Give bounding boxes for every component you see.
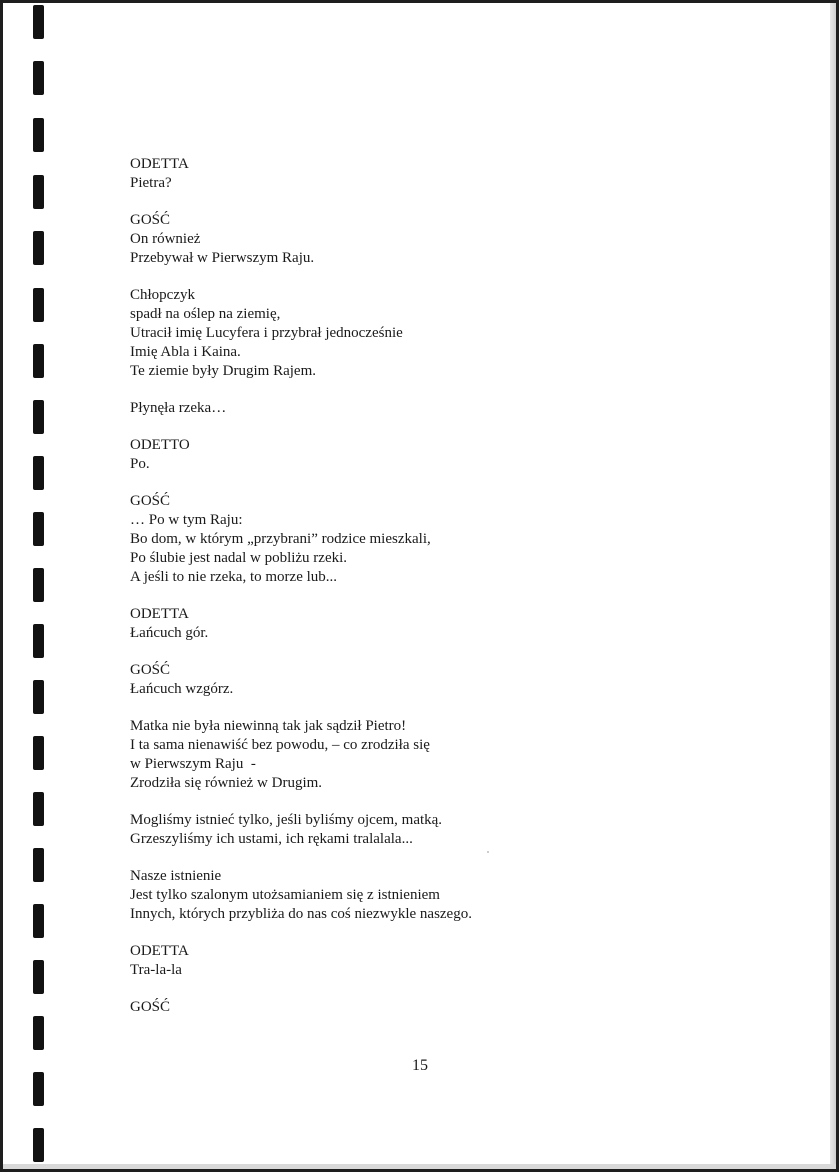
text-line: Utracił imię Lucyfera i przybrał jednocześnie <box>130 325 403 341</box>
stanza-gap <box>130 793 750 811</box>
text-line: ODETTO <box>130 437 190 453</box>
page-bottom-edge <box>3 1164 836 1169</box>
text-line: Pietra? <box>130 175 172 191</box>
binding-hole <box>33 512 44 546</box>
script-text <box>130 155 750 1017</box>
stanza-gap <box>130 474 750 492</box>
text-line: Nasze istnienie <box>130 868 222 884</box>
binding-hole <box>33 1128 44 1162</box>
stanza-gap <box>130 849 750 867</box>
text-line: On również <box>130 231 201 247</box>
text-line: ODETTA <box>130 943 189 959</box>
binding-holes <box>33 3 47 1169</box>
binding-hole <box>33 400 44 434</box>
text-line: GOŚĆ <box>130 493 171 509</box>
text-line: Innych, których przybliża do nas coś niezwykle naszego. <box>130 906 472 922</box>
text-line: Jest tylko szalonym utożsamianiem się z istnieniem <box>130 887 440 903</box>
text-line: GOŚĆ <box>130 662 171 678</box>
text-line: Imię Abla i Kaina. <box>130 344 241 360</box>
text-line: Po ślubie jest nadal w pobliżu rzeki. <box>130 550 348 566</box>
binding-hole <box>33 624 44 658</box>
text-line: spadł na oślep na ziemię, <box>130 306 281 322</box>
stanza-gap <box>130 587 750 605</box>
binding-hole <box>33 288 44 322</box>
binding-hole <box>33 848 44 882</box>
text-line: Zrodziła się również w Drugim. <box>130 775 323 791</box>
text-line: Łańcuch wzgórz. <box>130 681 234 697</box>
text-line: Przebywał w Pierwszym Raju. <box>130 250 315 266</box>
stanza-gap <box>130 699 750 717</box>
text-line: ODETTA <box>130 156 189 172</box>
paper-speck <box>487 851 489 853</box>
binding-hole <box>33 680 44 714</box>
binding-hole <box>33 960 44 994</box>
page-edge-shadow <box>830 3 836 1169</box>
binding-hole <box>33 231 44 265</box>
binding-hole <box>33 344 44 378</box>
binding-hole <box>33 1016 44 1050</box>
binding-hole <box>33 1072 44 1106</box>
text-line: A jeśli to nie rzeka, to morze lub... <box>130 569 338 585</box>
text-line: Matka nie była niewinną tak jak sądził Pietro! <box>130 718 407 734</box>
binding-hole <box>33 456 44 490</box>
text-line: Po. <box>130 456 150 472</box>
binding-hole <box>33 736 44 770</box>
binding-hole <box>33 118 44 152</box>
binding-hole <box>33 61 44 95</box>
binding-hole <box>33 904 44 938</box>
stanza-gap <box>130 381 750 399</box>
text-line: I ta sama nienawiść bez powodu, – co zrodziła się <box>130 737 430 753</box>
stanza-gap <box>130 924 750 942</box>
text-line: GOŚĆ <box>130 212 171 228</box>
text-line: … Po w tym Raju: <box>130 512 243 528</box>
text-line: Płynęła rzeka… <box>130 400 227 416</box>
text-line: Łańcuch gór. <box>130 625 209 641</box>
stanza-gap <box>130 980 750 998</box>
binding-hole <box>33 175 44 209</box>
stanza-gap <box>130 418 750 436</box>
stanza-gap <box>130 643 750 661</box>
text-line: Te ziemie były Drugim Rajem. <box>130 363 316 379</box>
stanza-gap <box>130 193 750 211</box>
text-line: Chłopczyk <box>130 287 195 303</box>
binding-hole <box>33 792 44 826</box>
text-line: ODETTA <box>130 606 189 622</box>
text-line: GOŚĆ <box>130 999 171 1015</box>
binding-hole <box>33 5 44 39</box>
page-number: 15 <box>412 1057 428 1074</box>
binding-hole <box>33 568 44 602</box>
text-line: Bo dom, w którym „przybrani” rodzice mieszkali, <box>130 531 431 547</box>
text-line: Mogliśmy istnieć tylko, jeśli byliśmy ojcem, matką. <box>130 812 443 828</box>
stanza-gap <box>130 268 750 286</box>
text-line: Tra-la-la <box>130 962 182 978</box>
text-line: Grzeszyliśmy ich ustami, ich rękami tralalala... <box>130 831 413 847</box>
text-line: w Pierwszym Raju - <box>130 756 256 772</box>
